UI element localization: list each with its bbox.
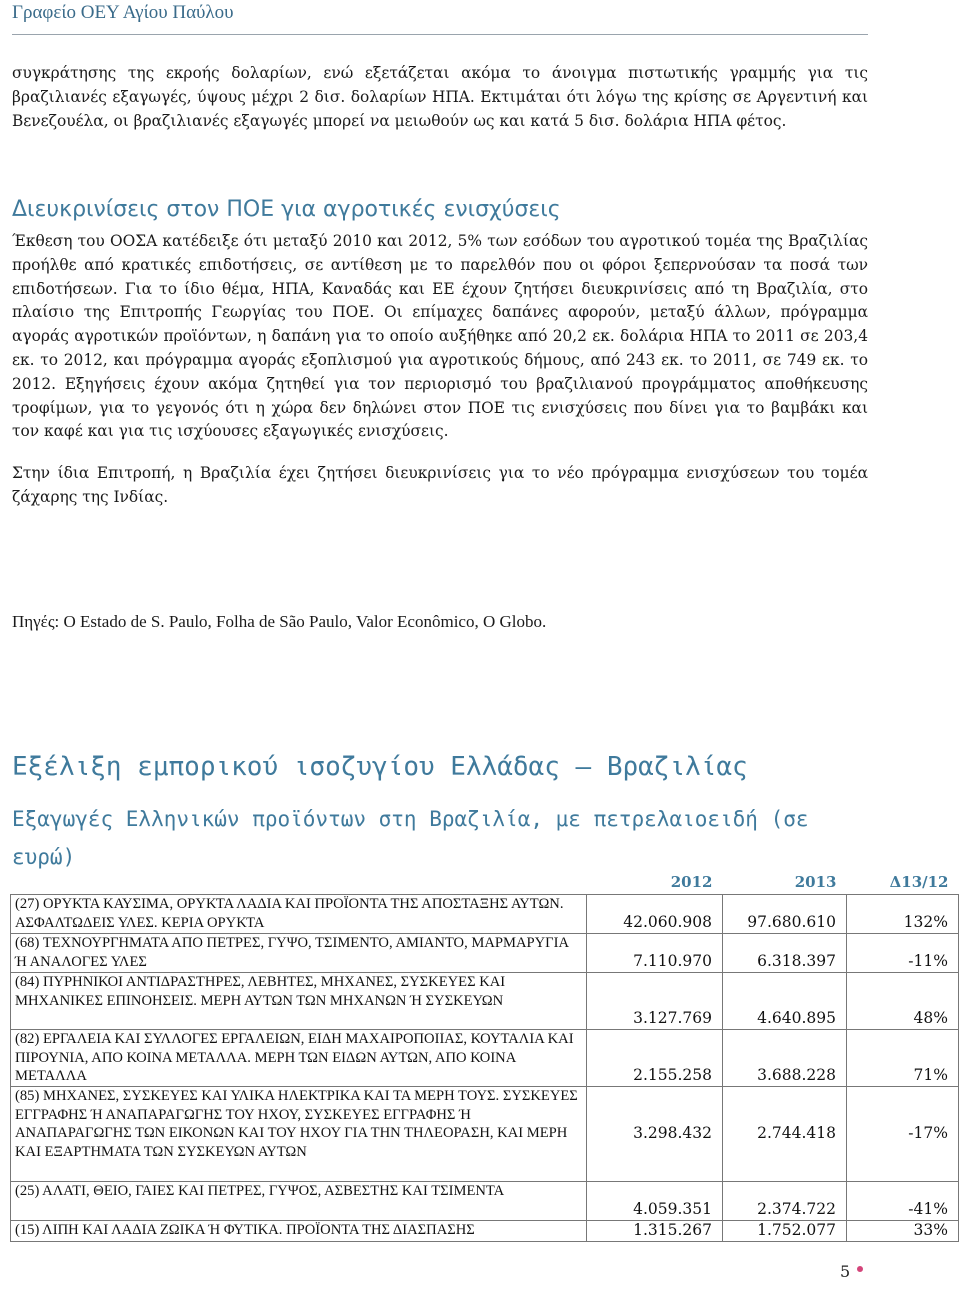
wto-paragraph-2: Στην ίδια Επιτροπή, η Βραζιλία έχει ζητήσει διευκρινίσεις για το νέο πρόγραμμα ενισχύσεων του τομέα ζάχαρης της Ινδίας. bbox=[12, 464, 868, 506]
product-cell: (27) ΟΡΥΚΤΑ ΚΑΥΣΙΜΑ, ΟΡΥΚΤΑ ΛΑΔΙΑ ΚΑΙ ΠΡΟΪΟΝΤΑ ΤΗΣ ΑΠΟΣΤΑΞΗΣ ΑΥΤΩΝ. ΑΣΦΑΛΤΩΔΕΙΣ ΥΛΕΣ. ΚΕΡΙΑ ΟΡΥΚΤΑ bbox=[11, 895, 587, 934]
product-cell: (68) ΤΕΧΝΟΥΡΓΗΜΑΤΑ ΑΠΟ ΠΕΤΡΕΣ, ΓΥΨΟ, ΤΣΙΜΕΝΤΟ, ΑΜΙΑΝΤΟ, ΜΑΡΜΑΡΥΓΙΑ Ή ΑΝΑΛΟΓΕΣ ΥΛΕΣ bbox=[11, 934, 587, 973]
sources-line: Πηγές: O Estado de S. Paulo, Folha de São Paulo, Valor Econômico, O Globo. bbox=[12, 612, 547, 631]
value-2012-cell: 2.155.258 bbox=[587, 1030, 723, 1087]
table-row bbox=[11, 1087, 959, 1182]
change-cell: -41% bbox=[847, 1182, 959, 1221]
product-cell: (15) ΛΙΠΗ ΚΑΙ ΛΑΔΙΑ ΖΩΙΚΑ Ή ΦΥΤΙΚΑ. ΠΡΟΪΟΝΤΑ ΤΗΣ ΔΙΑΣΠΑΣΗΣ bbox=[11, 1221, 587, 1242]
value-2013-cell: 4.640.895 bbox=[723, 973, 847, 1030]
table-header-row bbox=[11, 870, 959, 895]
section-heading-wto: Διευκρινίσεις στον ΠΟΕ για αγροτικές ενισχύσεις bbox=[12, 197, 561, 222]
product-cell: (84) ΠΥΡΗΝΙΚΟΙ ΑΝΤΙΔΡΑΣΤΗΡΕΣ, ΛΕΒΗΤΕΣ, ΜΗΧΑΝΕΣ, ΣΥΣΚΕΥΕΣ ΚΑΙ ΜΗΧΑΝΙΚΕΣ ΕΠΙΝΟΗΣΕΙΣ. ΜΕΡΗ ΑΥΤΩΝ ΤΩΝ ΜΗΧΑΝΩΝ Ή ΣΥΣΚΕΥΩΝ bbox=[11, 973, 587, 1030]
page-number-dot-icon bbox=[857, 1266, 863, 1272]
page-header bbox=[12, 0, 868, 35]
change-cell: -17% bbox=[847, 1087, 959, 1182]
value-2013-cell: 6.318.397 bbox=[723, 934, 847, 973]
header-2012: 2012 bbox=[670, 873, 713, 891]
value-2012-cell: 4.059.351 bbox=[587, 1182, 723, 1221]
value-2013-cell: 97.680.610 bbox=[723, 895, 847, 934]
change-cell: 71% bbox=[847, 1030, 959, 1087]
value-2012-cell: 3.298.432 bbox=[587, 1087, 723, 1182]
table-row bbox=[11, 1030, 959, 1087]
table-row bbox=[11, 1221, 959, 1242]
product-cell: (82) ΕΡΓΑΛΕΙΑ ΚΑΙ ΣΥΛΛΟΓΕΣ ΕΡΓΑΛΕΙΩΝ, ΕΙΔΗ ΜΑΧΑΙΡΟΠΟΙΙΑΣ, ΚΟΥΤΑΛΙΑ ΚΑΙ ΠΙΡΟΥΝΙΑ, ΑΠΟ ΚΟΙΝΑ ΜΕΤΑΛΛΑ. ΜΕΡΗ ΤΩΝ ΕΙΔΩΝ ΑΥΤΩΝ, ΑΠΟ ΚΟΙΝΑ ΜΕΤΑΛΛΑ bbox=[11, 1030, 587, 1087]
table-row bbox=[11, 973, 959, 1030]
header-2013: 2013 bbox=[794, 873, 837, 891]
intro-paragraph: συγκράτησης της εκροής δολαρίων, ενώ εξετάζεται ακόμα το άνοιγμα πιστωτικής γραμμής για τις βραζιλιανές εξαγωγές, ύψους μέχρι 2 δισ. δολαρίων ΗΠΑ. Εκτιμάται ότι λόγω της κρίσης σε Αργεντινή και Βενεζουέλα, οι βραζιλιανές εξαγωγές μπορεί να μειωθούν ως και κατά 5 δισ. δολάρια ΗΠΑ φέτος. bbox=[12, 64, 868, 130]
exports-table bbox=[10, 870, 959, 1242]
page-number: 5 bbox=[840, 1262, 851, 1281]
product-cell: (85) ΜΗΧΑΝΕΣ, ΣΥΣΚΕΥΕΣ ΚΑΙ ΥΛΙΚΑ ΗΛΕΚΤΡΙΚΑ ΚΑΙ ΤΑ ΜΕΡΗ ΤΟΥΣ. ΣΥΣΚΕΥΕΣ ΕΓΓΡΑΦΗΣ Ή ΑΝΑΠΑΡΑΓΩΓΗΣ ΤΟΥ ΗΧΟΥ, ΣΥΣΚΕΥΕΣ ΕΓΓΡΑΦΗΣ Ή ΑΝΑΠΑΡΑΓΩΓΗΣ ΤΩΝ ΕΙΚΟΝΩΝ ΚΑΙ ΤΟΥ ΗΧΟΥ ΓΙΑ ΤΗΝ ΤΗΛΕΟΡΑΣΗ, ΚΑΙ ΜΕΡΗ ΚΑΙ ΕΞΑΡΤΗΜΑΤΑ ΤΩΝ ΣΥΣΚΕΥΩΝ ΑΥΤΩΝ bbox=[11, 1087, 587, 1182]
change-cell: -11% bbox=[847, 934, 959, 973]
value-2013-cell: 2.374.722 bbox=[723, 1182, 847, 1221]
value-2012-cell: 3.127.769 bbox=[587, 973, 723, 1030]
value-2012-cell: 1.315.267 bbox=[587, 1221, 723, 1242]
change-cell: 33% bbox=[847, 1221, 959, 1242]
wto-paragraph-1: Έκθεση του ΟΟΣΑ κατέδειξε ότι μεταξύ 2010 και 2012, 5% των εσόδων του αγροτικού τομέα της Βραζιλίας προήλθε από κρατικές επιδοτήσεις, σε αντίθεση με το παρελθόν που οι φόροι ξεπερνούσαν τα ποσά των επιδοτήσεων. Για το ίδιο θέμα, ΗΠΑ, Καναδάς και ΕΕ έχουν ζητήσει διευκρινίσεις από τη Βραζιλία, στο πλαίσιο της Επιτροπής Γεωργίας του ΠΟΕ. Οι επίμαχες δαπάνες αφορούν, μεταξύ άλλων, πρόγραμμα αγοράς αγροτικών προϊόντων, η δαπάνη για το οποίο αυξήθηκε από 20,2 εκ. δολάρια ΗΠΑ το 2011 σε 203,4 εκ. το 2012, και πρόγραμμα αγοράς εξοπλισμού για αγροτικούς δήμους, από 243 εκ. το 2011, σε 749 εκ. το 2012. Εξηγήσεις έχουν ακόμα ζητηθεί για τον περιορισμό του βραζιλιανού προγράμματος αποθήκευσης τροφίμων, για το γεγονός ότι η χώρα δεν δηλώνει στον ΠΟΕ τις ενισχύσεις που δίνει για το βαμβάκι και τον καφέ και για τις ισχύουσες εξαγωγικές ενισχύσεις. bbox=[12, 232, 868, 441]
value-2012-cell: 7.110.970 bbox=[587, 934, 723, 973]
change-cell: 48% bbox=[847, 973, 959, 1030]
trade-balance-heading: Εξέλιξη εμπορικού ισοζυγίου Ελλάδας – Βραζιλίας bbox=[12, 752, 748, 782]
header-product bbox=[11, 870, 587, 895]
product-cell: (25) ΑΛΑΤΙ, ΘΕΙΟ, ΓΑΙΕΣ ΚΑΙ ΠΕΤΡΕΣ, ΓΥΨΟΣ, ΑΣΒΕΣΤΗΣ ΚΑΙ ΤΣΙΜΕΝΤΑ bbox=[11, 1182, 587, 1221]
value-2013-cell: 3.688.228 bbox=[723, 1030, 847, 1087]
value-2013-cell: 2.744.418 bbox=[723, 1087, 847, 1182]
header-change: Δ13/12 bbox=[889, 873, 949, 891]
value-2013-cell: 1.752.077 bbox=[723, 1221, 847, 1242]
table-row bbox=[11, 895, 959, 934]
change-cell: 132% bbox=[847, 895, 959, 934]
header-title: Γραφείο ΟΕΥ Αγίου Παύλου bbox=[12, 2, 234, 23]
exports-subheading: Εξαγωγές Ελληνικών προϊόντων στη Βραζιλία, με πετρελαιοειδή (σε ευρώ) bbox=[12, 807, 809, 869]
value-2012-cell: 42.060.908 bbox=[587, 895, 723, 934]
table-row bbox=[11, 1182, 959, 1221]
table-row bbox=[11, 934, 959, 973]
